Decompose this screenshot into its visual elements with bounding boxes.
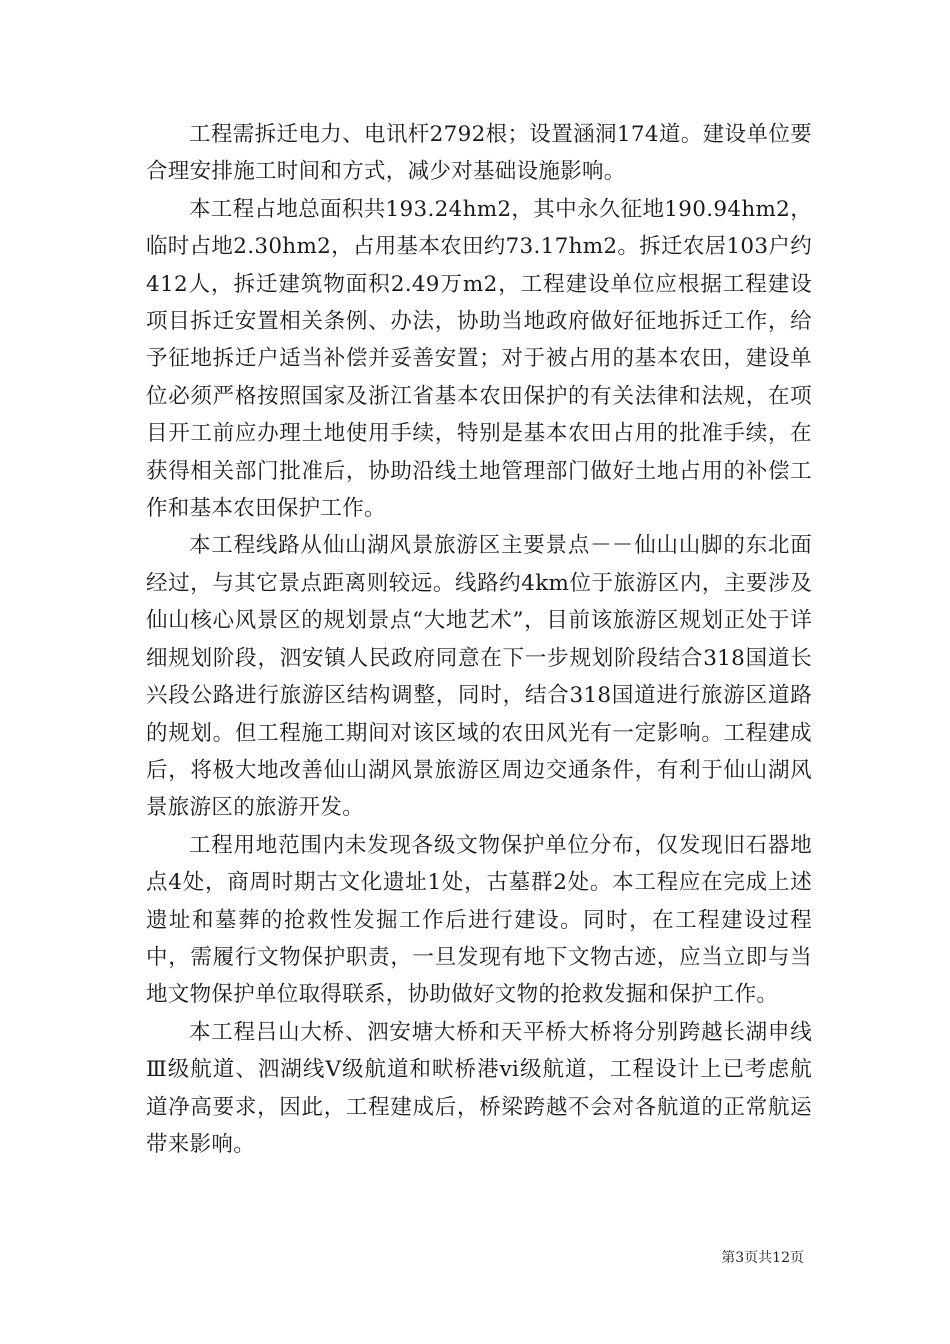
paragraph-scenic-area: 本工程线路从仙山湖风景旅游区主要景点－－仙山山脚的东北面经过，与其它景点距离则较远。线路约4km位于旅游区内，主要涉及仙山核心风景区的规划景点“大地艺术”，目前该旅游区规划正处于详细规划阶段，泗安镇人民政府同意在下一步规划阶段结合318国道长兴段公路进行旅游区结构调整，同时，结合318国道进行旅游区道路的规划。但工程施工期间对该区域的农田风光有一定影响。工程建成后，将极大地改善仙山湖风景旅游区周边交通条件，有利于仙山湖风景旅游区的旅游开发。 — [146, 533, 812, 821]
page-number: 第3页共12页 — [721, 1250, 804, 1266]
paragraph-infrastructure: 工程需拆迁电力、电讯杆2792根；设置涵洞174道。建设单位要合理安排施工时间和方式，减少对基础设施影响。 — [146, 122, 812, 185]
paragraph-cultural-relics: 工程用地范围内未发现各级文物保护单位分布，仅发现旧石器地点4处，商周时期古文化遗址1处，古墓群2处。本工程应在完成上述遗址和墓葬的抢救性发掘工作后进行建设。同时，在工程建设过程中，需履行文物保护职责，一旦发现有地下文物古迹，应当立即与当地文物保护单位取得联系，协助做好文物的抢救发掘和保护工作。 — [146, 832, 812, 1008]
paragraph-land-acquisition: 本工程占地总面积共193.24hm2，其中永久征地190.94hm2，临时占地2.30hm2，占用基本农田约73.17hm2。拆迁农居103户约412人，拆迁建筑物面积2.49万m2，工程建设单位应根据工程建设项目拆迁安置相关条例、办法，协助当地政府做好征地拆迁工作，给予征地拆迁户适当补偿并妥善安置；对于被占用的基本农田，建设单位必须严格按照国家及浙江省基本农田保护的有关法律和法规，在项目开工前应办理土地使用手续，特别是基本农田占用的批准手续，在获得相关部门批准后，协助沿线土地管理部门做好土地占用的补偿工作和基本农田保护工作。 — [146, 196, 812, 522]
paragraph-navigation: 本工程吕山大桥、泗安塘大桥和天平桥大桥将分别跨越长湖申线Ⅲ级航道、泗湖线Ⅴ级航道和畎桥港vi级航道，工程设计上已考虑航道净高要求，因此，工程建成后，桥梁跨越不会对各航道的正常航运带来影响。 — [146, 1019, 812, 1157]
document-body — [146, 116, 812, 1163]
